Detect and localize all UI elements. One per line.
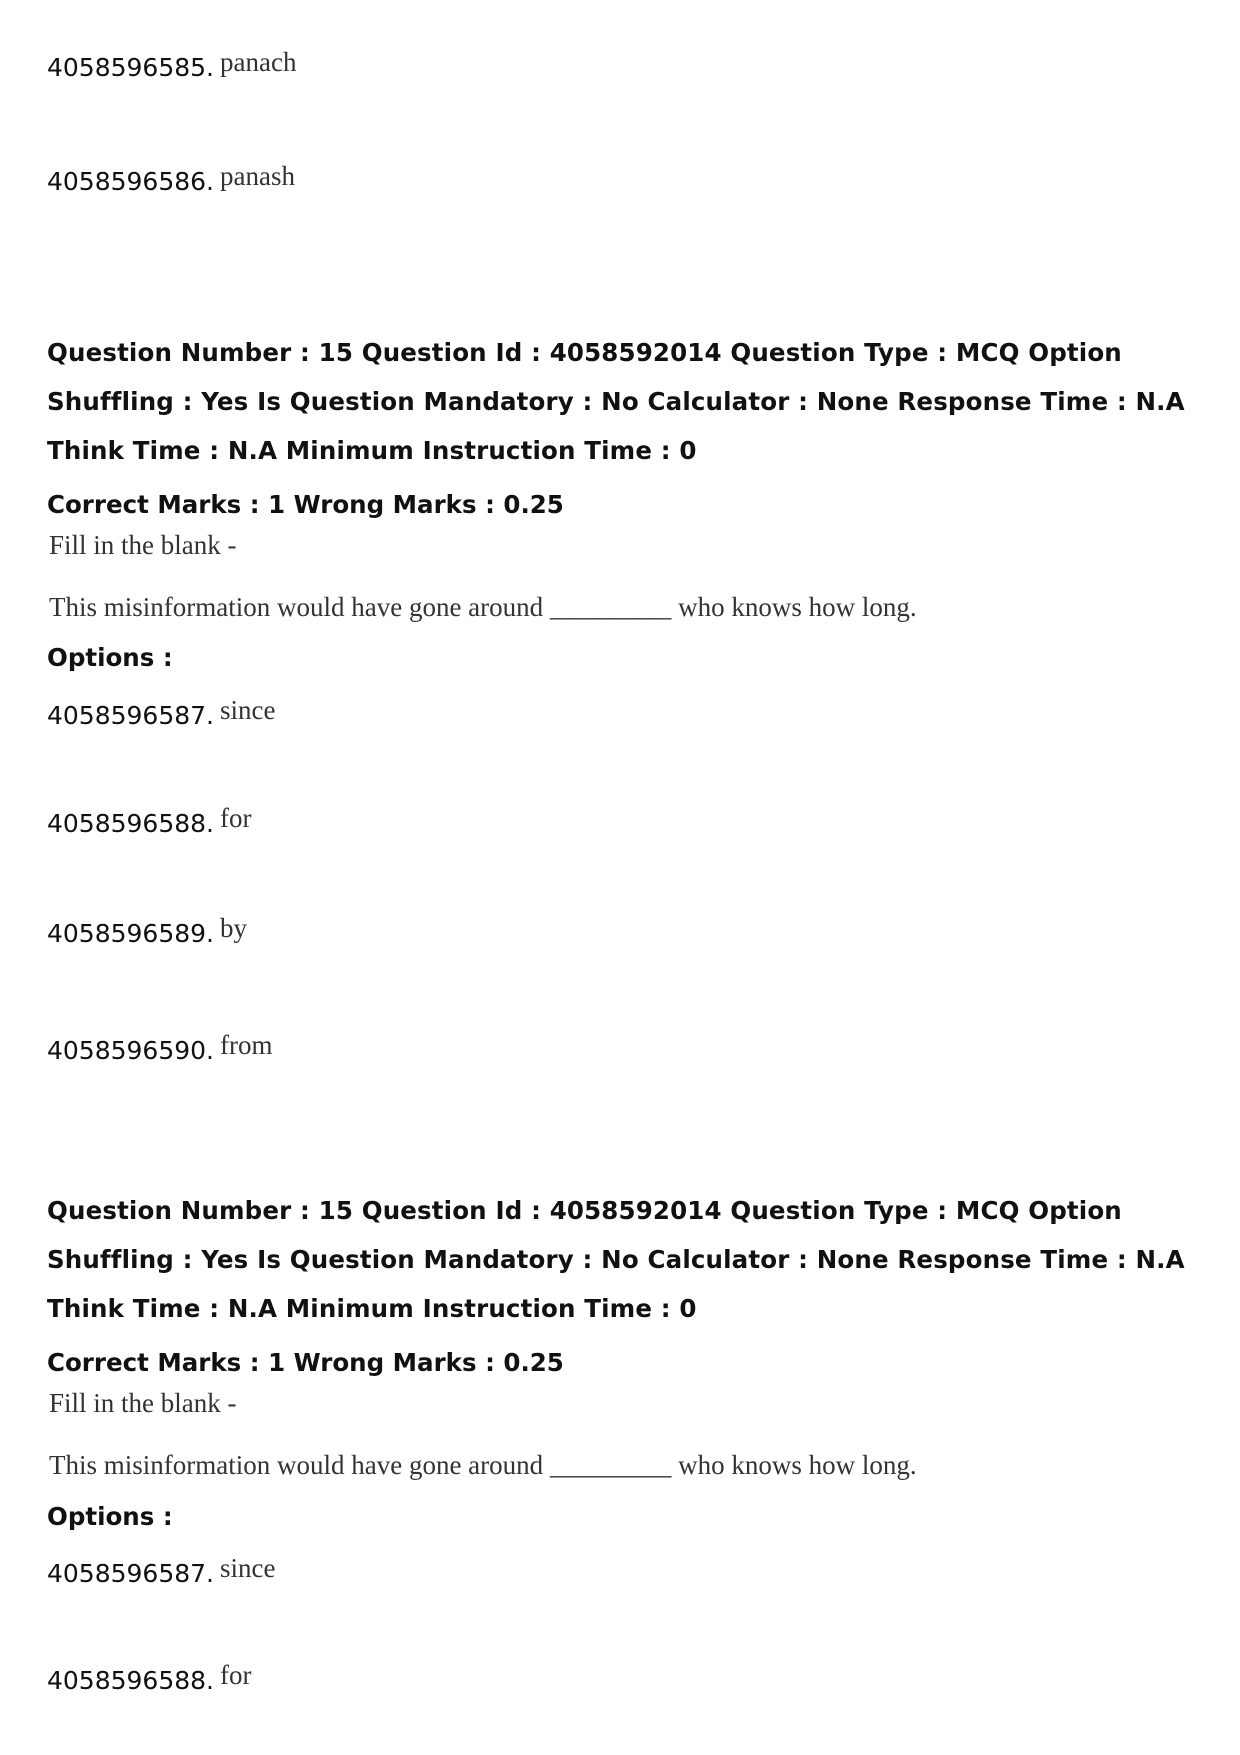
option-text: since bbox=[220, 1553, 276, 1583]
option-id: 4058596586. bbox=[47, 167, 215, 196]
question-sentence: This misinformation would have gone around _________ who knows how long. bbox=[49, 592, 917, 622]
option-text: since bbox=[220, 695, 276, 725]
option-item bbox=[47, 1660, 252, 1696]
option-id: 4058596588. bbox=[47, 809, 215, 838]
option-item bbox=[47, 161, 295, 197]
option-id: 4058596588. bbox=[47, 1666, 215, 1695]
option-text: by bbox=[220, 913, 248, 943]
question-marks: Correct Marks : 1 Wrong Marks : 0.25 bbox=[47, 490, 564, 519]
option-item bbox=[47, 803, 252, 839]
question-sentence: This misinformation would have gone around _________ who knows how long. bbox=[49, 1450, 917, 1480]
option-text: panach bbox=[220, 47, 297, 77]
question-instruction: Fill in the blank - bbox=[49, 530, 237, 560]
option-id: 4058596590. bbox=[47, 1036, 215, 1065]
option-text: from bbox=[220, 1030, 273, 1060]
option-text: panash bbox=[220, 161, 295, 191]
question-instruction: Fill in the blank - bbox=[49, 1388, 237, 1418]
question-marks: Correct Marks : 1 Wrong Marks : 0.25 bbox=[47, 1348, 564, 1377]
option-item bbox=[47, 695, 276, 731]
option-item bbox=[47, 1553, 276, 1589]
options-label: Options : bbox=[47, 643, 173, 672]
option-text: for bbox=[220, 1660, 252, 1690]
option-item bbox=[47, 913, 248, 949]
option-item bbox=[47, 1030, 273, 1066]
option-item bbox=[47, 47, 297, 83]
question-meta: Question Number : 15 Question Id : 4058592014 Question Type : MCQ Option Shuffling : Yes Is Question Mandatory : No Calculator : None Response Time : N.A Think Time : N.A Minimum Instruction Time : 0 bbox=[47, 1196, 1185, 1323]
option-id: 4058596589. bbox=[47, 919, 215, 948]
option-id: 4058596585. bbox=[47, 53, 215, 82]
option-id: 4058596587. bbox=[47, 1559, 215, 1588]
option-id: 4058596587. bbox=[47, 701, 215, 730]
option-text: for bbox=[220, 803, 252, 833]
question-meta: Question Number : 15 Question Id : 4058592014 Question Type : MCQ Option Shuffling : Yes Is Question Mandatory : No Calculator : None Response Time : N.A Think Time : N.A Minimum Instruction Time : 0 bbox=[47, 338, 1185, 465]
options-label: Options : bbox=[47, 1502, 173, 1531]
